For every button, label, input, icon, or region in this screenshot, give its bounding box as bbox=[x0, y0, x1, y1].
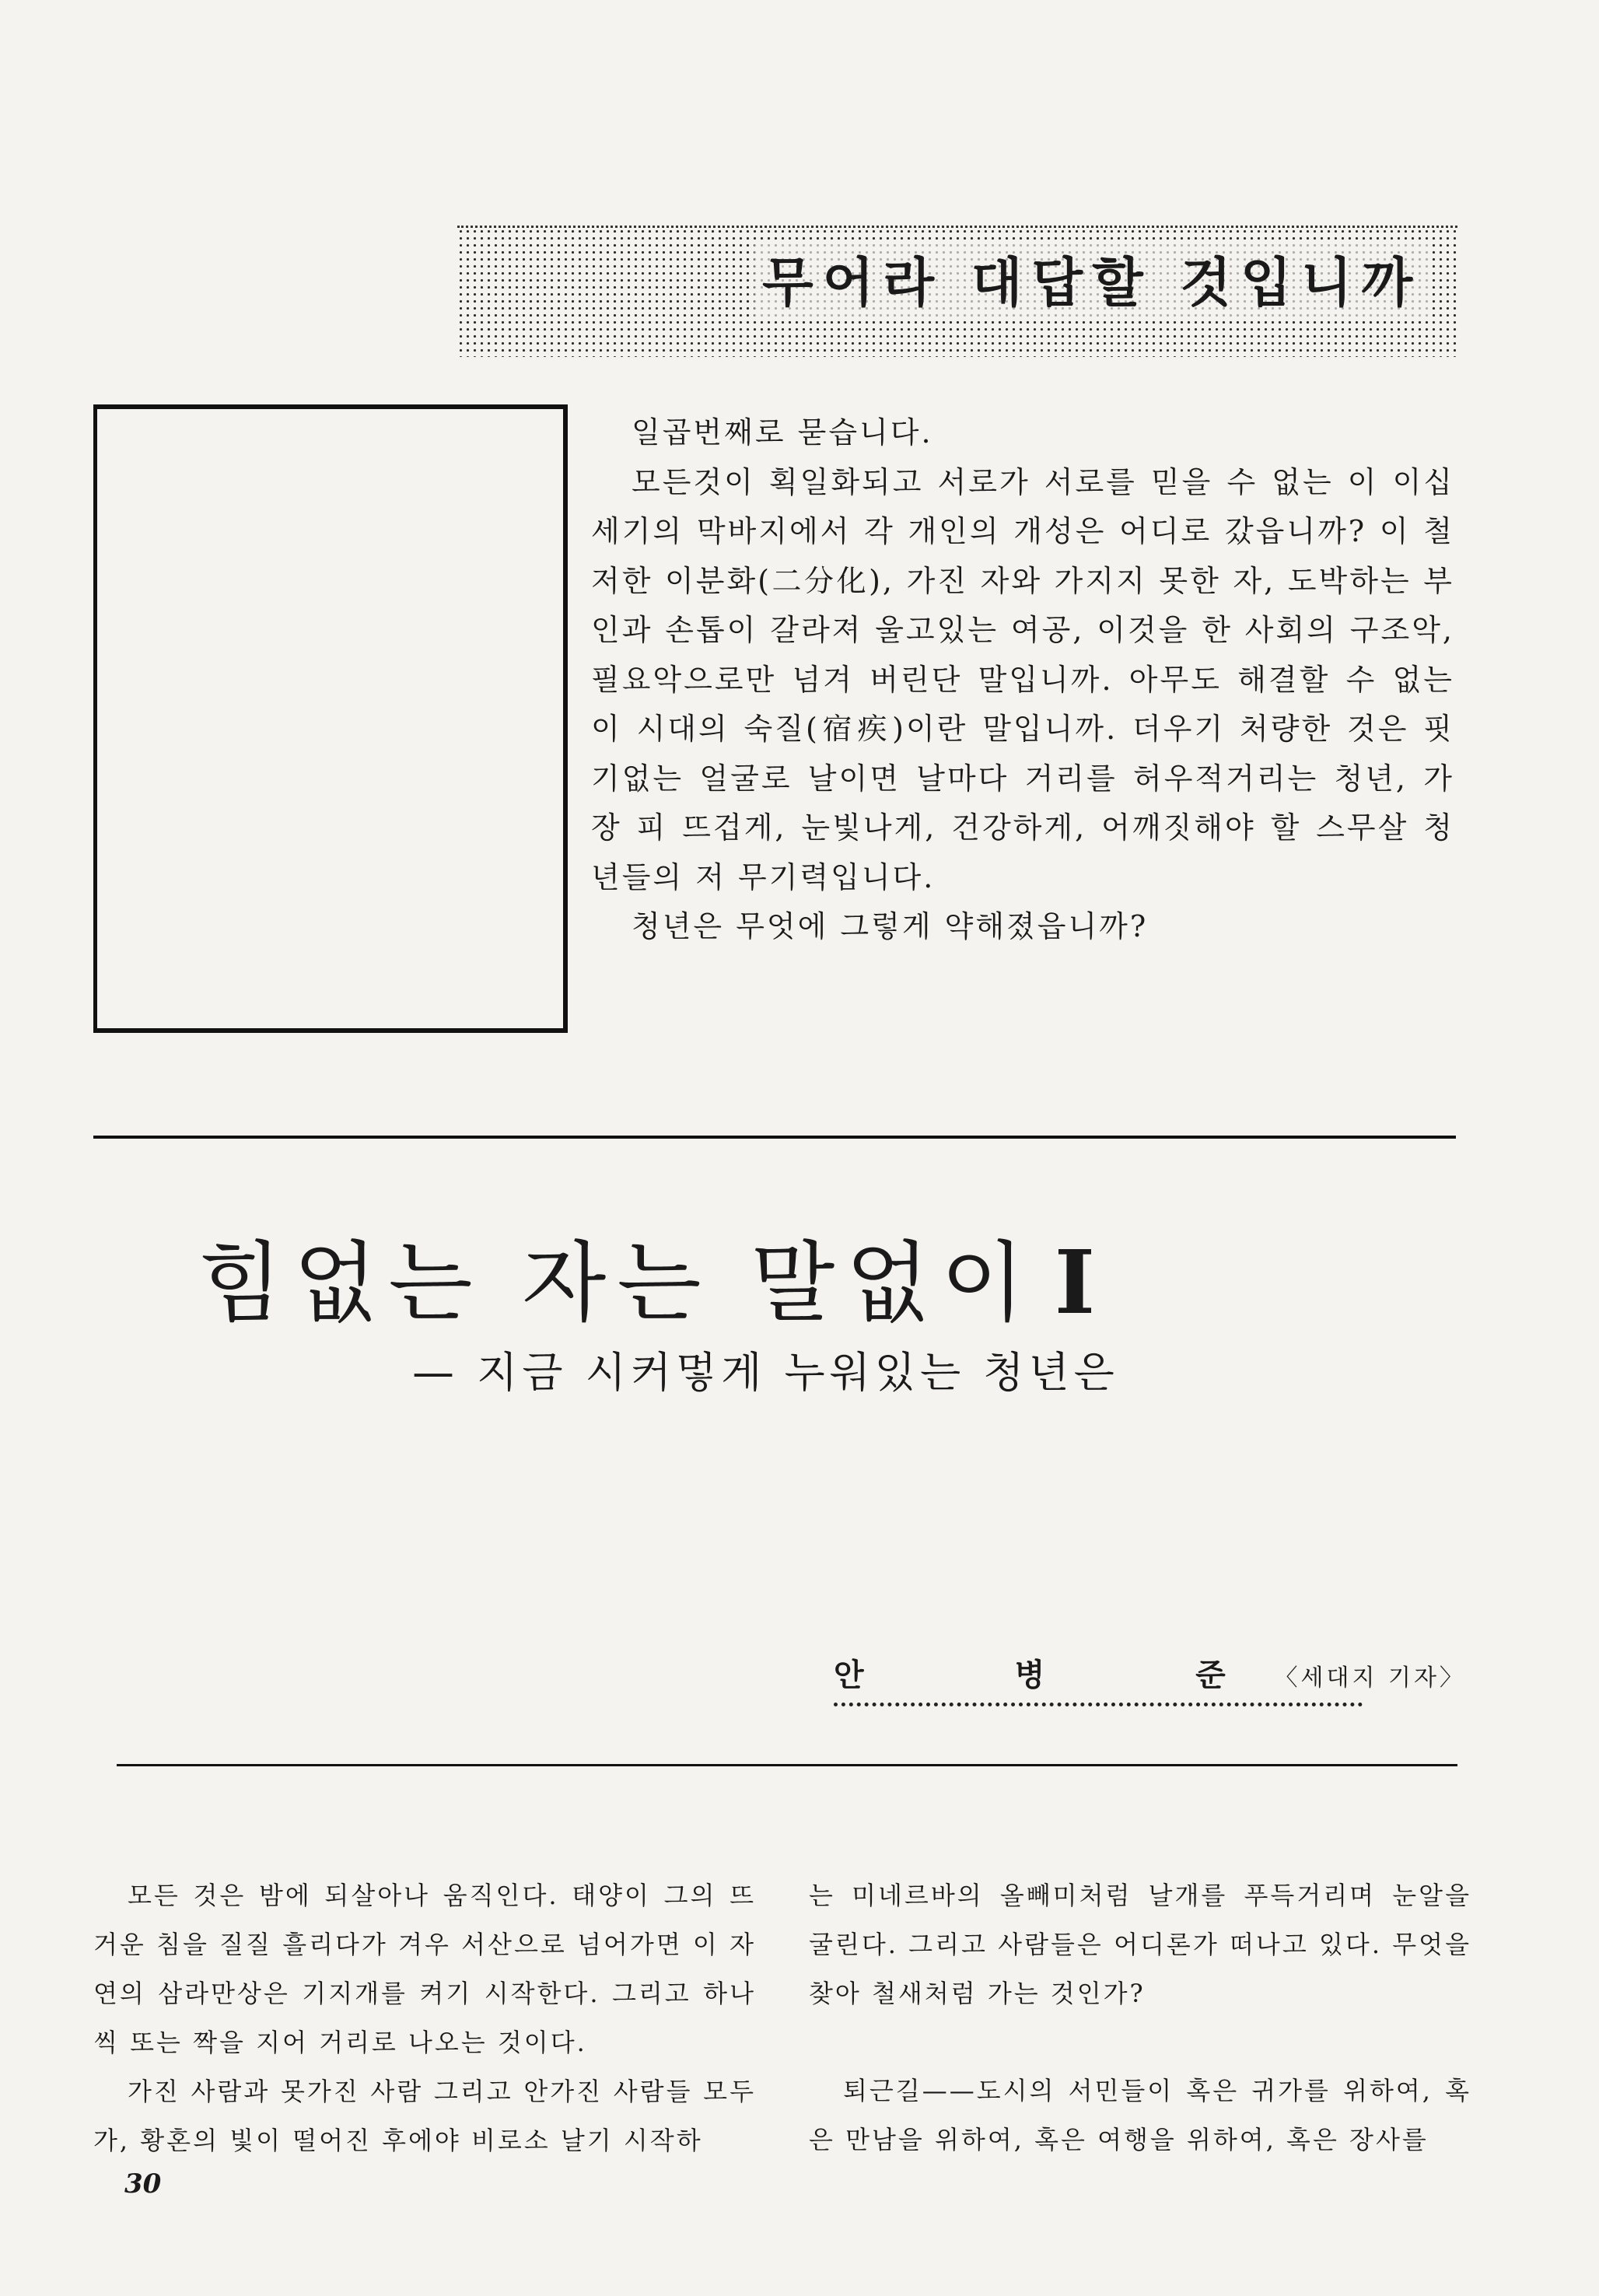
body-paragraph: 모든 것은 밤에 되살아나 움직인다. 태양이 그의 뜨거운 침을 질질 흘리다가 겨우 서산으로 넘어가면 이 자연의 삼라만상은 기지개를 켜기 시작한다. 그리고 하나씩 또는 짝을 지어 거리로 나오는 것이다. bbox=[93, 1881, 756, 2057]
body-paragraph: 퇴근길——도시의 서민들이 혹은 귀가를 위하여, 혹은 만남을 위하여, 혹은 여행을 위하여, 혹은 장사를 bbox=[809, 2076, 1471, 2154]
author-affiliation: 〈세대지 기자〉 bbox=[1274, 1664, 1466, 1692]
byline bbox=[834, 1650, 1466, 1706]
horizontal-divider bbox=[93, 1136, 1456, 1139]
horizontal-divider bbox=[117, 1764, 1457, 1766]
intro-paragraph: 모든것이 획일화되고 서로가 서로를 믿을 수 없는 이 이십세기의 막바지에서 각 개인의 개성은 어디로 갔읍니까? 이 철저한 이분화(二分化), 가진 자와 가지지 못한 자, 도박하는 부인과 손톱이 갈라져 울고있는 여공, 이것을 한 사회의 구조악, 필요악으로만 넘겨 버린단 말입니까. 아무도 해결할 수 없는 이 시대의 숙질(宿疾)이란 말입니까. 더우기 처량한 것은 핏기없는 얼굴로 날이면 날마다 거리를 허우적거리는 청년, 가장 피 뜨겁게, 눈빛나게, 건강하게, 어깨짓해야 할 스무살 청년들의 저 무기력입니다. bbox=[591, 464, 1454, 894]
article-title-text: 힘없는 자는 말없이 bbox=[198, 1233, 1036, 1334]
body-column-right bbox=[809, 1871, 1471, 2165]
body-paragraph: 가진 사람과 못가진 사람 그리고 안가진 사람들 모두가, 황혼의 빛이 떨어진 후에야 비로소 날기 시작하 bbox=[93, 2077, 756, 2155]
article-title bbox=[198, 1213, 1106, 1339]
page-number: 30 bbox=[124, 2168, 162, 2200]
image-placeholder-frame bbox=[93, 404, 568, 1033]
intro-paragraph: 청년은 무엇에 그렇게 약해졌읍니까? bbox=[632, 909, 1149, 943]
author-name: 안 병 준 bbox=[834, 1657, 1296, 1693]
intro-questions bbox=[591, 408, 1454, 952]
intro-paragraph: 일곱번째로 묻습니다. bbox=[632, 415, 933, 450]
article-subtitle: — 지금 시커멓게 누워있는 청년은 bbox=[412, 1348, 1119, 1397]
body-column-left bbox=[93, 1871, 756, 2165]
body-paragraph: 는 미네르바의 올빼미처럼 날개를 푸득거리며 눈알을 굴린다. 그리고 사람들은 어디론가 떠나고 있다. 무엇을 찾아 철새처럼 가는 것인가? bbox=[809, 1881, 1471, 2008]
section-banner-title: 무어라 대답할 것입니까 bbox=[754, 241, 1429, 317]
article-title-number: I bbox=[1054, 1232, 1107, 1334]
